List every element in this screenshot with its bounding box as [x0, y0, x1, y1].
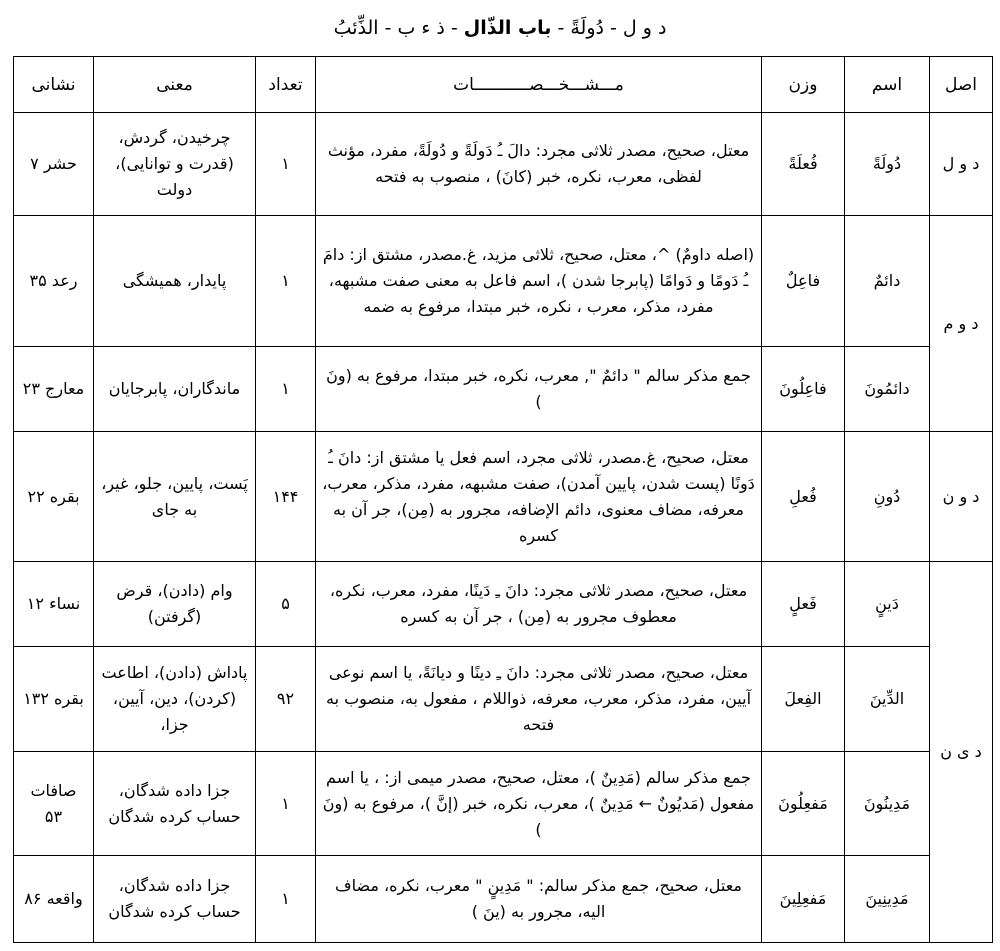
- reference-cell: صافات ۵۳: [14, 752, 94, 856]
- title-part1: د و ل - دُولَةً -: [551, 17, 667, 39]
- pattern-cell: فُعلِ: [762, 432, 845, 562]
- header-row: [14, 57, 993, 113]
- table-row: [14, 562, 993, 647]
- count-cell: ۱: [256, 113, 316, 216]
- word-cell: دائمٌ: [845, 216, 930, 347]
- reference-cell: بقره ۲۲: [14, 432, 94, 562]
- word-cell: مَدِینِینَ: [845, 856, 930, 943]
- word-cell: دُونِ: [845, 432, 930, 562]
- header-asl: اصل: [930, 57, 993, 113]
- header-wazn: وزن: [762, 57, 845, 113]
- count-cell: ۱۴۴: [256, 432, 316, 562]
- description-cell: (اصله داومٌ) ^، معتل، صحیح، ثلاثی مزید، غ.مصدر، مشتق از: دامَ ـُ دَومًا و دَوامًا (پابرجا شدن )، اسم فاعل به معنی صفت مشبهه، مفرد، مذکر، معرب ، نکره، خبر مبتدا، مرفوع به ضمه: [316, 216, 762, 347]
- root-cell: د ی ن: [930, 562, 993, 943]
- word-cell: الدِّینَ: [845, 647, 930, 752]
- description-cell: معتل، صحیح، غ.مصدر، ثلاثی مجرد، اسم فعل یا مشتق از: دانَ ـُ دَونًا (پست شدن، پایین آمدن)، صفت مشبهه، مفرد، مذکر، معرب، معرفه، مضاف معنوی، دائم الإضافه، مجرور به (مِن)، جر آن به کسره: [316, 432, 762, 562]
- pattern-cell: الفِعلَ: [762, 647, 845, 752]
- header-ism: اسم: [845, 57, 930, 113]
- table-row: [14, 113, 993, 216]
- description-cell: جمع مذکر سالم (مَدِینٌ )، معتل، صحیح، مصدر میمی از: ، یا اسم مفعول (مَدیُونٌ ← مَدِینٌ )، معرب، نکره، خبر (إنَّ )، مرفوع به (ونَ ): [316, 752, 762, 856]
- root-cell: د و م: [930, 216, 993, 432]
- description-cell: جمع مذکر سالم " دائمٌ ", معرب، نکره، خبر مبتدا، مرفوع به (ونَ ): [316, 347, 762, 432]
- lexicon-table: [13, 56, 993, 943]
- count-cell: ۱: [256, 752, 316, 856]
- count-cell: ۱: [256, 347, 316, 432]
- reference-cell: بقره ۱۳۲: [14, 647, 94, 752]
- table-row: [14, 856, 993, 943]
- title-part2: - ذ ء ب - الذِّئبُ: [333, 17, 464, 39]
- pattern-cell: مَفعِلُونَ: [762, 752, 845, 856]
- table-row: [14, 432, 993, 562]
- word-cell: دُولَةً: [845, 113, 930, 216]
- pattern-cell: مَفعِلِینَ: [762, 856, 845, 943]
- table-row: [14, 647, 993, 752]
- reference-cell: واقعه ۸۶: [14, 856, 94, 943]
- reference-cell: معارج ۲۳: [14, 347, 94, 432]
- pattern-cell: فُعلَةً: [762, 113, 845, 216]
- word-cell: دائمُونَ: [845, 347, 930, 432]
- root-cell: د و ل: [930, 113, 993, 216]
- meaning-cell: چرخیدن، گردش، (قدرت و توانایی)، دولت: [94, 113, 256, 216]
- pattern-cell: فَعلٍ: [762, 562, 845, 647]
- meaning-cell: جزا داده شدگان، حساب کرده شدگان: [94, 752, 256, 856]
- root-cell: د و ن: [930, 432, 993, 562]
- page-title: [0, 14, 1000, 42]
- table-row: [14, 752, 993, 856]
- header-mani: معنی: [94, 57, 256, 113]
- count-cell: ۵: [256, 562, 316, 647]
- header-neshani: نشانی: [14, 57, 94, 113]
- meaning-cell: جزا داده شدگان، حساب کرده شدگان: [94, 856, 256, 943]
- meaning-cell: پَست، پایین، جلو، غیر، به جای: [94, 432, 256, 562]
- reference-cell: نساء ۱۲: [14, 562, 94, 647]
- reference-cell: حشر ۷: [14, 113, 94, 216]
- title-chapter: باب الذّال: [463, 17, 552, 39]
- meaning-cell: وام (دادن)، قرض (گرفتن): [94, 562, 256, 647]
- table-row: [14, 347, 993, 432]
- meaning-cell: ماندگاران، پابرجایان: [94, 347, 256, 432]
- header-tedad: تعداد: [256, 57, 316, 113]
- pattern-cell: فاعِلٌ: [762, 216, 845, 347]
- description-cell: معتل، صحیح، مصدر ثلاثی مجرد: دالَ ـُ دَولَةً و دُولَةً، مفرد، مؤنث لفظی، معرب، نکره، خبر (کانَ) ، منصوب به فتحه: [316, 113, 762, 216]
- word-cell: مَدِینُونَ: [845, 752, 930, 856]
- table-row: [14, 216, 993, 347]
- meaning-cell: پاداش (دادن)، اطاعت (کردن)، دین، آیین، جزا،: [94, 647, 256, 752]
- reference-cell: رعد ۳۵: [14, 216, 94, 347]
- header-mushakhasat: مـــشـــخـــصـــــــــــات: [316, 57, 762, 113]
- description-cell: معتل، صحیح، مصدر ثلاثی مجرد: دانَ ـِ دینًا و دیانَةً، یا اسم نوعی آیین، مفرد، مذکر، معرب، معرفه، ذواللام ، مفعول به، منصوب به فتحه: [316, 647, 762, 752]
- word-cell: دَینٍ: [845, 562, 930, 647]
- pattern-cell: فاعِلُونَ: [762, 347, 845, 432]
- count-cell: ۱: [256, 856, 316, 943]
- description-cell: معتل، صحیح، جمع مذکر سالم: " مَدِینٍ " معرب، نکره، مضاف الیه، مجرور به (ینَ ): [316, 856, 762, 943]
- meaning-cell: پایدار، همیشگی: [94, 216, 256, 347]
- count-cell: ۹۲: [256, 647, 316, 752]
- description-cell: معتل، صحیح، مصدر ثلاثی مجرد: دانَ ـِ دَینًا، مفرد، معرب، نکره، معطوف مجرور به (مِن) ، جر آن به کسره: [316, 562, 762, 647]
- count-cell: ۱: [256, 216, 316, 347]
